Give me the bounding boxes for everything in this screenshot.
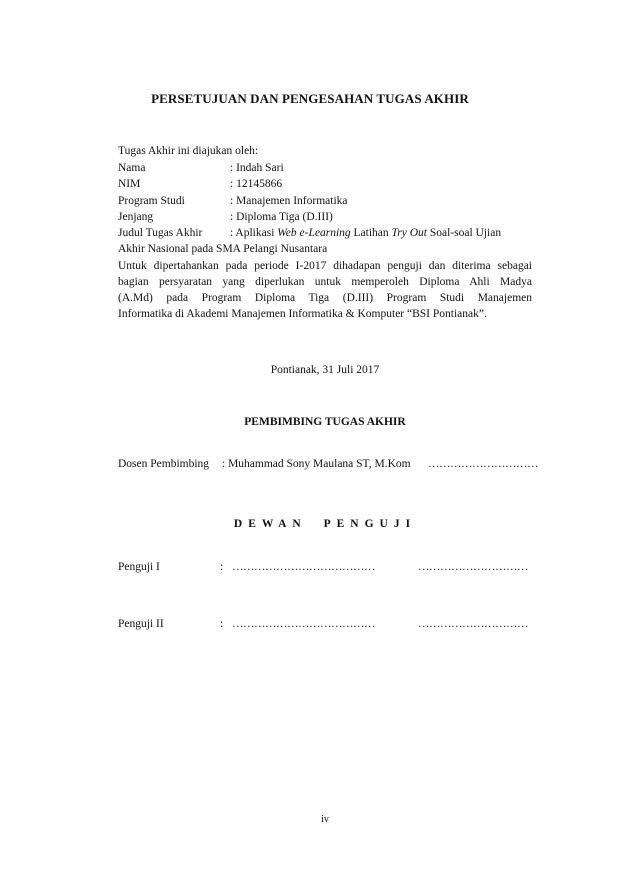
examiner-colon: : xyxy=(220,561,224,573)
field-label: Jenjang xyxy=(118,211,154,223)
advisor-heading: PEMBIMBING TUGAS AKHIR xyxy=(244,416,406,428)
thesis-title-continuation: Akhir Nasional pada SMA Pelangi Nusantara xyxy=(118,243,328,255)
purpose-line: Informatika di Akademi Manajemen Informatika & Komputer “BSI Pontianak”. xyxy=(118,308,487,320)
field-value: : 12145866 xyxy=(230,178,283,190)
advisor-name: : Muhammad Sony Maulana ST, M.Kom xyxy=(222,458,411,470)
field-row-program-studi xyxy=(118,193,538,209)
field-row-nama xyxy=(118,160,538,176)
thesis-suffix: Soal-soal Ujian xyxy=(426,227,502,239)
purpose-line: (A.Md) pada Program Diploma Tiga (D.III) Program Studi Manajemen xyxy=(118,292,532,304)
thesis-prefix: : Aplikasi xyxy=(230,227,278,239)
field-value: : Manajemen Informatika xyxy=(230,195,348,207)
purpose-paragraph xyxy=(118,258,532,322)
thesis-italic-tryout: Try Out xyxy=(391,227,427,239)
field-row-nim xyxy=(118,176,538,192)
thesis-middle: Latihan xyxy=(350,227,392,239)
page-number: iv xyxy=(321,814,329,825)
field-row-judul xyxy=(118,225,538,241)
field-value: : Diploma Tiga (D.III) xyxy=(230,211,333,223)
thesis-title xyxy=(230,225,501,241)
intro-text: Tugas Akhir ini diajukan oleh: xyxy=(118,145,259,157)
field-label: NIM xyxy=(118,178,141,190)
examiner-label: Penguji II xyxy=(118,618,164,630)
purpose-line: Untuk dipertahankan pada periode I-2017 dihadapan penguji dan diterima sebagai xyxy=(118,260,532,272)
examiner-name-line: ………………………………… xyxy=(232,618,375,630)
place-date: Pontianak, 31 Juli 2017 xyxy=(270,364,380,376)
board-heading-word: DEWAN xyxy=(233,518,307,530)
field-label: Program Studi xyxy=(118,195,185,207)
field-row-jenjang xyxy=(118,209,538,225)
advisor-signature-line: ………………………… xyxy=(428,458,538,470)
board-heading xyxy=(0,516,620,532)
purpose-line: bagian persyaratan yang diperlukan untuk memperoleh Diploma Ahli Madya xyxy=(118,276,532,288)
advisor-label: Dosen Pembimbing xyxy=(118,458,210,470)
examiner-colon: : xyxy=(220,618,224,630)
examiner-label: Penguji I xyxy=(118,561,160,573)
page-title: PERSETUJUAN DAN PENGESAHAN TUGAS AKHIR xyxy=(151,91,469,106)
field-value: : Indah Sari xyxy=(230,162,284,174)
field-label: Judul Tugas Akhir xyxy=(118,227,203,239)
examiner-name-line: ………………………………… xyxy=(232,561,375,573)
thesis-italic-web: Web e-Learning xyxy=(277,227,351,239)
board-heading-word: PENGUJI xyxy=(323,518,417,530)
examiner-signature-line: ………………………… xyxy=(418,618,528,630)
examiner-signature-line: ………………………… xyxy=(418,561,528,573)
field-label: Nama xyxy=(118,162,146,174)
